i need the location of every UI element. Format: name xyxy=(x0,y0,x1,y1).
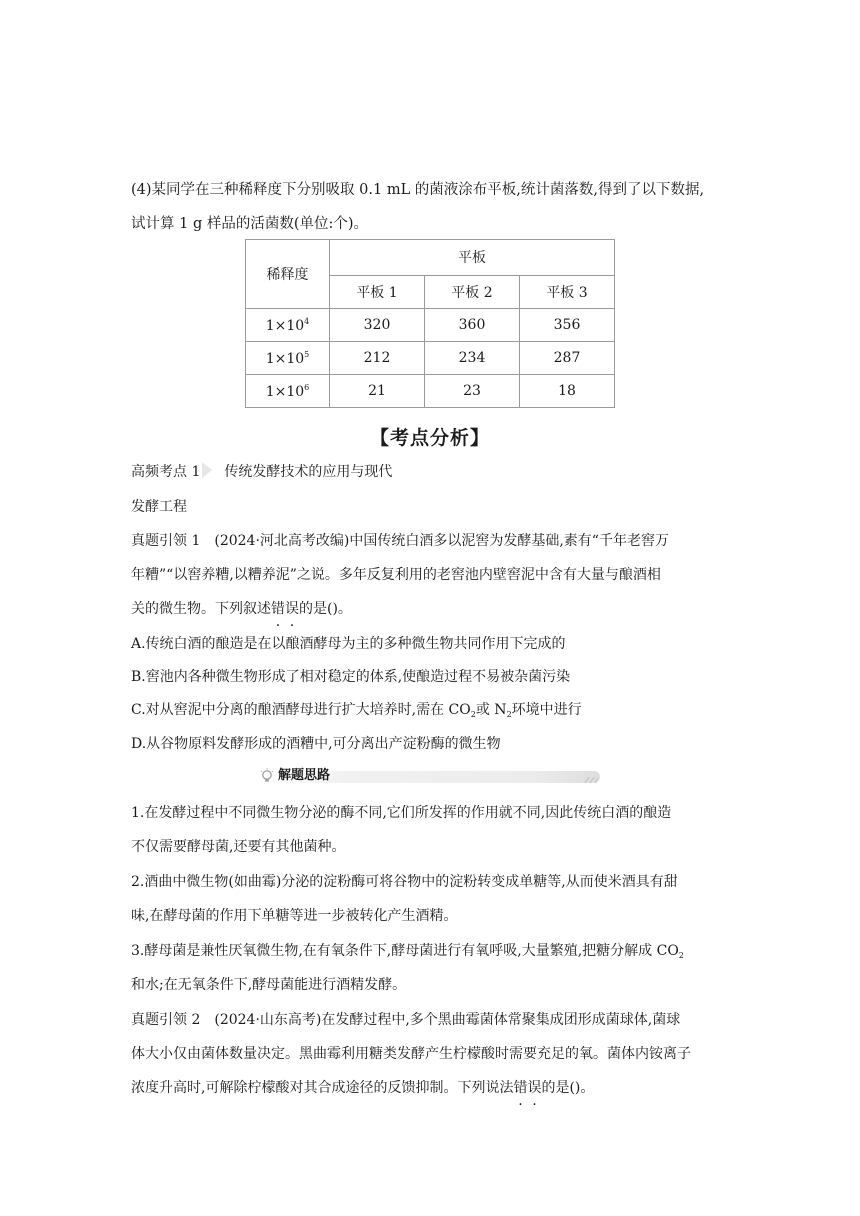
topic-label: 高频考点 1 xyxy=(131,464,201,480)
triangle-icon xyxy=(202,462,212,478)
plate-group-header: 平板 xyxy=(330,240,615,276)
solution-text-line: 和水;在无氧条件下,酵母菌能进行酒精发酵。 xyxy=(131,977,407,993)
option-d: D.从谷物原料发酵形成的酒糟中,可分离出产淀粉酶的微生物 xyxy=(131,736,501,752)
emphasis-char: 误 xyxy=(527,1080,542,1096)
table-row xyxy=(246,342,615,375)
topic-title-continued: 发酵工程 xyxy=(131,499,187,515)
emphasis-char: 误 xyxy=(285,601,299,617)
solution-text-line: 1.在发酵过程中不同微生物分泌的酶不同,它们所发挥的作用就不同,因此传统白酒的酿造 xyxy=(131,805,672,821)
banner-label: 解题思路 xyxy=(278,768,331,783)
solution-text-line: 味,在酵母菌的作用下单糖等进一步被转化产生酒精。 xyxy=(131,908,458,924)
dilution-header: 稀释度 xyxy=(246,240,330,309)
plate-column-header: 平板 1 xyxy=(330,275,425,309)
dilution-cell: $1\times 10^6$ xyxy=(246,375,330,408)
count-cell: 212 xyxy=(330,342,425,375)
option-c: C.对从窖泥中分离的酿酒酵母进行扩大培养时,需在 $CO_2$或 $N_2$环境中进行 xyxy=(131,702,582,719)
solution-text-line: 2.酒曲中微生物(如曲霉)分泌的淀粉酶可将谷物中的淀粉转变成单糖等,从而使米酒具有甜 xyxy=(131,874,678,890)
example2-text-line: 体大小仅由菌体数量决定。黑曲霉利用糖类发酵产生柠檬酸时需要充足的氧。菌体内铵离子 xyxy=(131,1046,691,1062)
dilution-cell: $1\times 10^5$ xyxy=(246,342,330,375)
count-cell: 287 xyxy=(520,342,615,375)
count-cell: 234 xyxy=(425,342,520,375)
question-text-line: (4)某同学在三种稀释度下分别吸取 0.1 mL 的菌液涂布平板,统计菌落数,得到了以下数据, xyxy=(131,182,705,198)
example2-text-line: 浓度升高时,可解除柠檬酸对其合成途径的反馈抑制。下列说法错误的是()。 xyxy=(131,1080,595,1096)
dilution-cell: $1\times 10^4$ xyxy=(246,309,330,342)
table-row xyxy=(246,309,615,342)
count-cell: 21 xyxy=(330,375,425,408)
count-cell: 320 xyxy=(330,309,425,342)
question-text-line: 试计算 1 g 样品的活菌数(单位:个)。 xyxy=(131,216,369,232)
option-a: A.传统白酒的酿造是在以酿酒酵母为主的多种微生物共同作用下完成的 xyxy=(131,636,566,652)
option-b: B.窖池内各种微生物形成了相对稳定的体系,使酿造过程不易被杂菌污染 xyxy=(131,669,571,685)
example1-text-line: 真题引领 1 (2024·河北高考改编)中国传统白酒多以泥窖为发酵基础,素有“千年老窖万 xyxy=(131,533,669,549)
plate-column-header: 平板 2 xyxy=(425,275,520,309)
section-title: 【考点分析】 xyxy=(369,427,490,449)
decorative-marks-icon xyxy=(584,776,598,784)
topic-heading xyxy=(131,462,392,482)
emphasis-char: 错 xyxy=(513,1080,528,1096)
example2-text-line: 真题引领 2 (2024·山东高考)在发酵过程中,多个黑曲霉菌体常聚集成团形成菌球体,菌球 xyxy=(131,1012,681,1028)
lightbulb-icon xyxy=(258,767,276,785)
count-cell: 18 xyxy=(520,375,615,408)
solution-text-line: 不仅需要酵母菌,还要有其他菌种。 xyxy=(131,839,346,855)
count-cell: 23 xyxy=(425,375,520,408)
solution-text-line: 3.酵母菌是兼性厌氧微生物,在有氧条件下,酵母菌进行有氧呼吸,大量繁殖,把糖分解成 $CO_2$ xyxy=(131,943,684,960)
topic-title: 传统发酵技术的应用与现代 xyxy=(224,464,393,480)
plate-column-header: 平板 3 xyxy=(520,275,615,309)
example1-text-line: 年糟”“以窖养糟,以糟养泥”之说。多年反复利用的老窖池内壁窖泥中含有大量与酿酒相 xyxy=(131,567,661,583)
example1-text-line: 关的微生物。下列叙述错误的是()。 xyxy=(131,601,352,617)
count-cell: 356 xyxy=(520,309,615,342)
solution-banner xyxy=(258,766,600,786)
colony-count-table xyxy=(245,239,615,408)
emphasis-char: 错 xyxy=(271,601,285,617)
table-row xyxy=(246,375,615,408)
count-cell: 360 xyxy=(425,309,520,342)
